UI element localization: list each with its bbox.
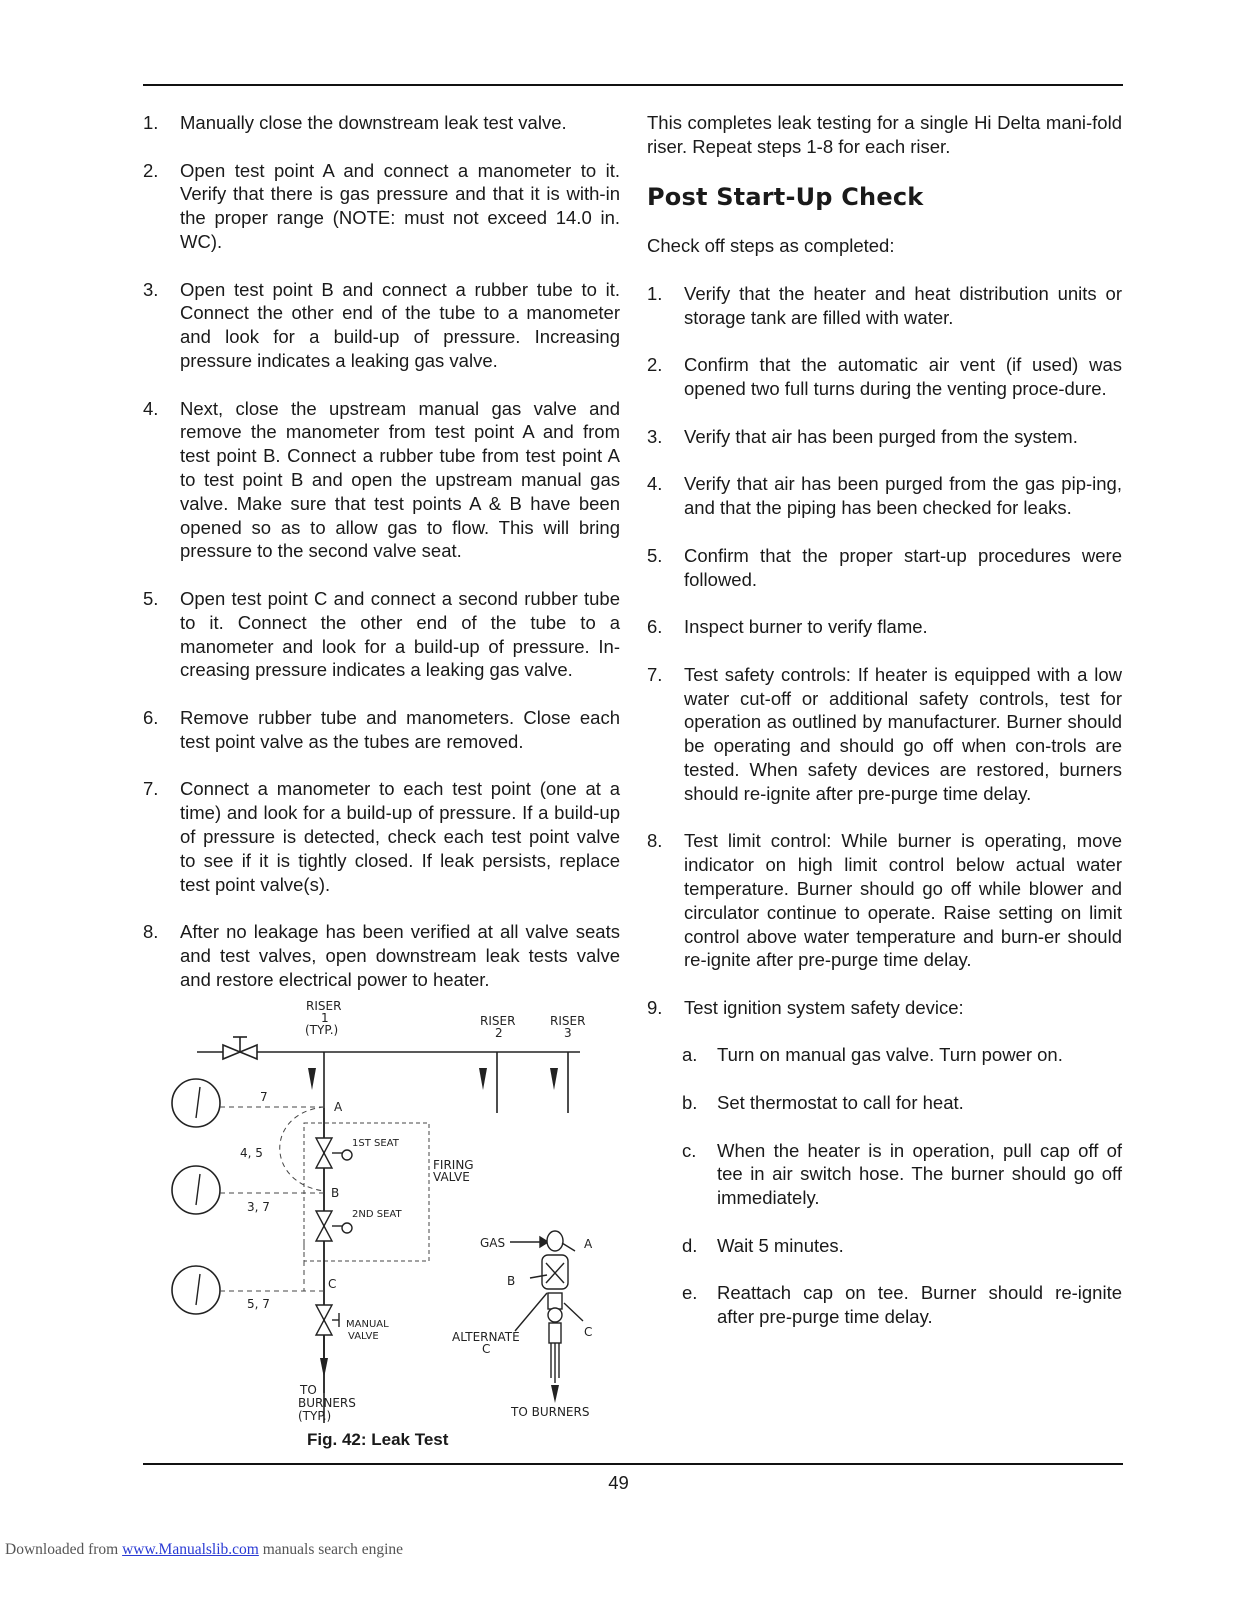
svg-text:FIRING: FIRING: [433, 1158, 474, 1172]
post-startup-column: [647, 111, 1122, 1353]
svg-text:RISER: RISER: [306, 999, 342, 1013]
intro-paragraph: This completes leak testing for a single Hi Delta mani-fold riser. Repeat steps 1-8 for each riser.: [647, 112, 1122, 157]
svg-text:GAS: GAS: [480, 1236, 506, 1250]
list-item: 9. Test ignition system safety device:: [647, 996, 964, 1018]
svg-text:C: C: [584, 1325, 593, 1339]
list-item: 4. Verify that air has been purged from the gas pip-ing, and that the piping has been checked for leaks.: [647, 473, 1122, 519]
lead-text: Check off steps as completed:: [647, 235, 895, 257]
svg-text:ALTERNATE: ALTERNATE: [452, 1330, 520, 1344]
bottom-rule: [143, 1463, 1123, 1465]
svg-text:1ST SEAT: 1ST SEAT: [352, 1138, 399, 1149]
list-item: b. Set thermostat to call for heat.: [682, 1092, 964, 1114]
svg-text:2: 2: [495, 1026, 503, 1040]
svg-text:3: 3: [564, 1026, 572, 1040]
list-item: 3. Verify that air has been purged from the system.: [647, 425, 1078, 447]
list-item: 3. Open test point B and connect a rubber tube to it. Connect the other end of the tube to a manometer and look for a build-up of pressure. Increasing pressure indicates a leaking gas valve.: [143, 278, 620, 371]
leak-test-steps: [143, 111, 620, 1015]
svg-text:7: 7: [260, 1090, 268, 1104]
top-rule: [143, 84, 1123, 86]
svg-text:RISER: RISER: [480, 1014, 516, 1028]
svg-text:TO: TO: [300, 1383, 317, 1397]
list-item: 7. Test safety controls: If heater is equipped with a low water cut-off or additional safety controls, test for operation as outlined by manufacturer. Burner should be operating and should go off when con-trols are tested. When safety devices are restored, burners should re-ignite after pre-purge time delay.: [647, 663, 1122, 804]
svg-text:B: B: [507, 1274, 516, 1288]
svg-text:MANUAL: MANUAL: [346, 1319, 389, 1330]
list-item: 2. Confirm that the automatic air vent (if used) was opened two full turns during the venting proce-dure.: [647, 354, 1122, 400]
list-item: 8. Test limit control: While burner is operating, move indicator on high limit control below actual water temperature. Burner should go off while blower and circulator continue to operate. Raise setting on limit control above water temperature and burn-er should re-ignite after pre-purge time delay.: [647, 830, 1122, 971]
svg-text:(TYP.): (TYP.): [305, 1023, 339, 1037]
list-item: 1. Verify that the heater and heat distribution units or storage tank are filled with water.: [647, 282, 1122, 328]
svg-text:B: B: [331, 1186, 340, 1200]
ignition-substeps: [682, 1043, 1122, 1329]
svg-text:A: A: [334, 1100, 343, 1114]
svg-text:4, 5: 4, 5: [240, 1146, 263, 1160]
list-item: 2. Open test point A and connect a manometer to it. Verify that there is gas pressure and that it is with-in the proper range (NOTE: must not exceed 14.0 in. WC).: [143, 159, 620, 252]
leak-test-diagram: [165, 993, 605, 1423]
svg-text:5, 7: 5, 7: [247, 1297, 270, 1311]
list-item: 5. Open test point C and connect a second rubber tube to it. Connect the other end of the tube to a manometer and look for a build-up of pressure. In-creasing pressure indicates a leaking gas valve.: [143, 587, 620, 681]
leak-test-schematic: [165, 993, 605, 1423]
list-item: 8. After no leakage has been verified at all valve seats and test valves, open downstream leak tests valve and restore electrical power to heater.: [143, 921, 620, 990]
figure-caption: Fig. 42: Leak Test: [307, 1430, 449, 1449]
svg-text:BURNERS: BURNERS: [298, 1396, 356, 1410]
list-item: e. Reattach cap on tee. Burner should re-ignite after pre-purge time delay.: [682, 1282, 1122, 1328]
list-item: 6. Remove rubber tube and manometers. Close each test point valve as the tubes are removed.: [143, 706, 620, 752]
svg-text:TO BURNERS: TO BURNERS: [511, 1405, 590, 1419]
page-number: 49: [608, 1472, 629, 1493]
list-item: 6. Inspect burner to verify flame.: [647, 616, 928, 638]
svg-text:VALVE: VALVE: [433, 1170, 470, 1184]
list-item: d. Wait 5 minutes.: [682, 1234, 844, 1256]
list-item: 7. Connect a manometer to each test point (one at a time) and look for a build-up of pressure. If a build-up of pressure is detected, check each test point valve to see if it is tightly closed. If leak persists, replace test point valve(s).: [143, 778, 620, 895]
list-item: a. Turn on manual gas valve. Turn power on.: [682, 1044, 1063, 1066]
svg-text:2ND SEAT: 2ND SEAT: [352, 1209, 402, 1220]
svg-text:A: A: [584, 1237, 593, 1251]
section-heading: Post Start-Up Check: [647, 183, 924, 212]
manualslib-link[interactable]: www.Manualslib.com: [122, 1541, 259, 1558]
list-item: c. When the heater is in operation, pull cap off of tee in air switch hose. The burner should go off immediately.: [682, 1139, 1122, 1209]
svg-text:C: C: [482, 1342, 491, 1356]
svg-text:VALVE: VALVE: [348, 1331, 379, 1342]
svg-text:3, 7: 3, 7: [247, 1200, 270, 1214]
download-footer: Downloaded from www.Manualslib.com manuals search engine: [5, 1541, 404, 1558]
svg-text:(TYP.): (TYP.): [298, 1409, 332, 1423]
list-item: 1. Manually close the downstream leak test valve.: [143, 112, 567, 133]
list-item: 5. Confirm that the proper start-up procedures were followed.: [647, 544, 1122, 590]
svg-text:RISER: RISER: [550, 1014, 586, 1028]
list-item: 4. Next, close the upstream manual gas valve and remove the manometer from test point A and from test point B. Connect a rubber tube from test point A to test point B and open the upstream manual gas valve. Make sure that test points A & B have been opened so as to allow gas to flow. This will bring pressure to the second valve seat.: [143, 397, 620, 562]
svg-text:1: 1: [321, 1011, 329, 1025]
svg-text:C: C: [328, 1277, 337, 1291]
